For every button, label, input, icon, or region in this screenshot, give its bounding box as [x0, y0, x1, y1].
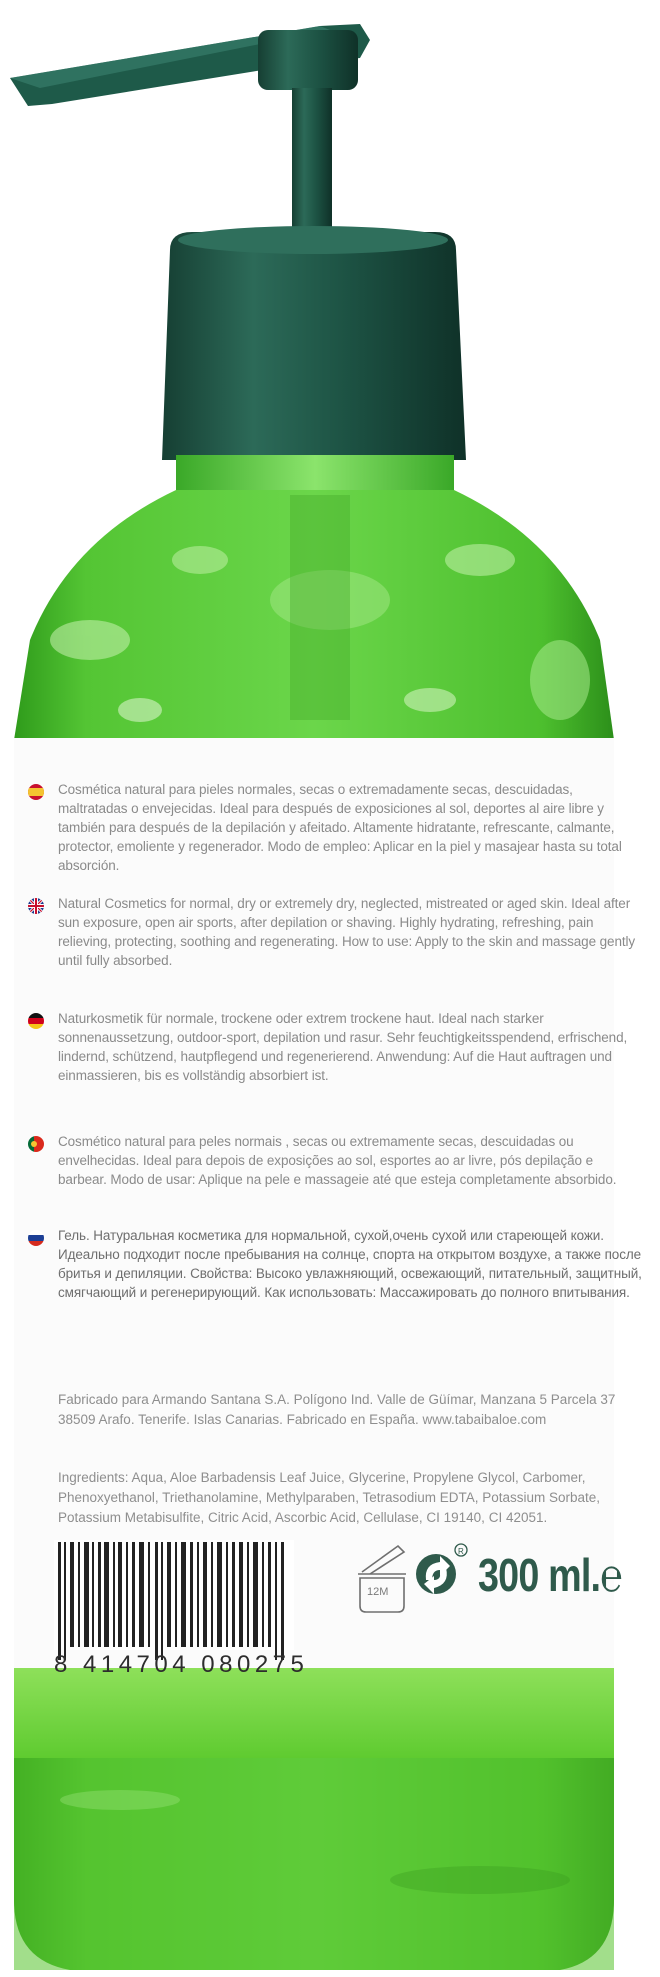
- pump-head: [258, 30, 358, 90]
- description-en: Natural Cosmetics for normal, dry or extremely dry, neglected, mistreated or aged skin. Ideal after sun exposure, open air sports, after depilation or shaving. Highly hydrating, refreshing, pain relieving, protecting, soothing and regenerating. How to use: Apply to the skin and massage gently until fully absorbed.: [58, 896, 636, 968]
- description-es: Cosmética natural para pieles normales, secas o extremadamente secas, descuidadas, maltratadas o envejecidas. Ideal para después de exposiciones al sol, deportes al aire libre y también para después de la depilación y afeitado. Altamente hidratante, refrescante, calmante, protector, emoliente y regenerador. Modo de empleo: Aplicar en la piel y masajear hasta su total absorción.: [58, 782, 622, 873]
- barcode: [54, 1540, 294, 1660]
- description-pt: Cosmético natural para peles normais , secas ou extremamente secas, descuidadas ou envelhecidas. Ideal para depois de exposições ao sol, esportes ao ar livre, pós depilação e barbear. Modo de usar: Aplique na pele e massageie até que esteja completamente absorbido.: [58, 1134, 617, 1187]
- label-bottom-band: [14, 1668, 614, 1758]
- bottle-cap: [162, 232, 466, 460]
- description-de: Naturkosmetik für normale, trockene oder extrem trockene haut. Ideal nach starker sonnenaussetzung, outdoor-sport, depilation und rasur. Sehr feuchtigkeitsspendend, erfrischend, lindernd, schützend, hautpflegend und regenerierend. Anwendung: Auf die Haut auftragen und einmassieren, bis es vollständig absorbiert ist.: [58, 1011, 628, 1083]
- bottle-neck: [176, 455, 454, 495]
- svg-text:R: R: [458, 1547, 464, 1556]
- manufacturer-info: Fabricado para Armando Santana S.A. Polígono Ind. Valle de Güímar, Manzana 5 Parcela 37 38509 Arafo. Tenerife. Islas Canarias. Fabricado en España. www.tabaibaloe.com: [58, 1392, 616, 1427]
- volume-label: 300 ml.℮: [478, 1549, 622, 1601]
- product-label: [14, 738, 614, 1668]
- barcode-number: 8 414704 080275: [54, 1651, 309, 1678]
- pump-stem: [292, 88, 332, 243]
- ingredients-list: Ingredients: Aqua, Aloe Barbadensis Leaf Juice, Glycerine, Propylene Glycol, Carbomer, Phenoxyethanol, Triethanolamine, Methylparaben, Tetrasodium EDTA, Potassium Sorbate, Potassium Metabisulfite, Citric Acid, Ascorbic Acid, Cellulase, CI 19140, CI 42051.: [58, 1470, 601, 1525]
- pao-label: 12M: [367, 1586, 389, 1598]
- description-ru: Гель. Натуральная косметика для нормальной, сухой,очень сухой или стареющей кожи. Идеально подходит после пребывания на солнце, спорта на открытом воздухе, а также после бритья и депиляции. Свойства: Высоко увлажняющий, освежающий, питательный, защитный, смягчающий и регенерирующий. Как использовать: Массажировать до полного впитывания.: [58, 1228, 642, 1300]
- recycling-icon: [416, 1554, 456, 1594]
